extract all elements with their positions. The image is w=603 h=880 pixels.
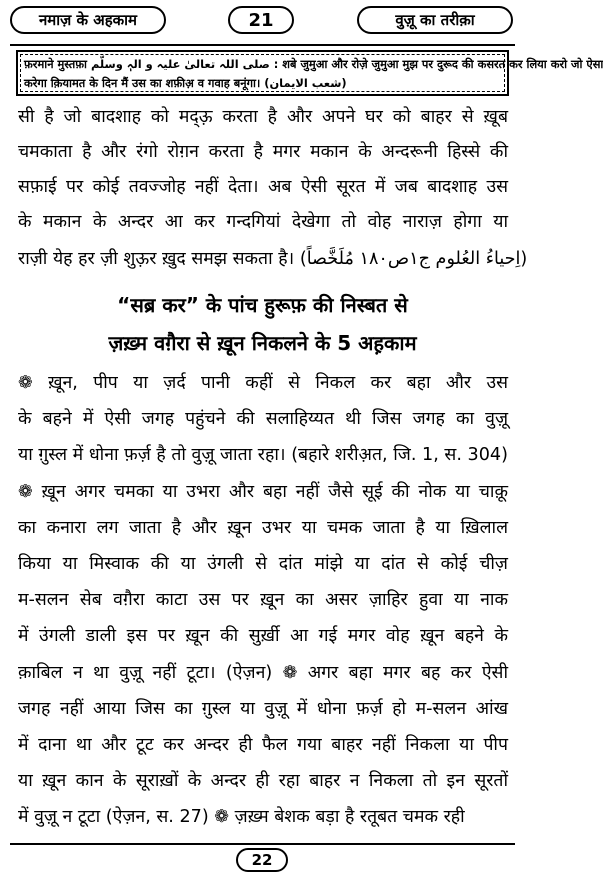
rule-line: का कनारा लग जाता है और ख़ून उभर या चमक जाता है या ख़िलाल [18, 518, 508, 538]
section-heading-line-2: ज़ख़्म वग़ैरा से ख़ून निकलने के 5 अह़काम [108, 331, 417, 355]
top-divider [10, 44, 515, 46]
rule-line: किया या मिस्वाक की या उंगली से दांत मांझे या दांत से कोई चीज़ [18, 554, 508, 574]
header-page-number: 21 [228, 6, 294, 34]
body-line: राज़ी येह हर ज़ी शुऊ़र ख़ुद समझ सकता है। (اِحیاءُ العُلوم ج۱ص۱۸۰ مُلَخَّصاً) [18, 249, 528, 269]
rule-line: ❁ ख़ून, पीप या ज़र्द पानी कहीं से निकल कर बहा और उस [18, 373, 508, 393]
rule-line: जगह नहीं आया जिस का ग़ुस्ल या वुज़ू में धोना फ़र्ज़ हो म-सलन आंख [18, 699, 508, 719]
rule-line: या ग़ुस्ल में धोना फ़र्ज़ है तो वुज़ू जाता रहा। (बहारे शरीअ़त, जि. 1, स. 304) [18, 445, 508, 465]
rule-line: ❁ ख़ून अगर चमका या उभरा और बहा नहीं जैसे सूई की नोक या चाक़ू [18, 482, 508, 502]
body-line: सी है जो बादशाह को मद्ऊ़ करता है और अपने घर को बाहर से ख़ूब [18, 107, 508, 127]
rule-line: के बहने में ऐसी जगह पहुंचने की सलाहिय्यत थी जिस जगह का वुज़ू [18, 409, 508, 429]
body-line: सफ़ाई पर कोई तवज्जोह नहीं देता। अब ऐसी सूरत में जब बादशाह उस [18, 177, 508, 197]
footer-page-number: 22 [236, 848, 288, 872]
header-left-title: नमाज़ के अहकाम [10, 6, 166, 34]
body-line: चमकाता है और रंगो रोग़न करता है मगर मकान के अन्दरूनी हिस्से की [18, 142, 508, 162]
header-right-title: वुज़ू का तरीक़ा [357, 6, 513, 34]
rule-line: में दाना था और टूट कर अन्दर ही फैल गया बाहर नहीं निकला या पीप [18, 735, 508, 755]
rule-line: में वुज़ू न टूटा (ऐज़न, स. 27) ❁ ज़ख़्म बेशक बड़ा है रतूबत चमक रही [18, 807, 465, 827]
rule-line: या ख़ून कान के सूराख़ों के अन्दर ही रहा बाहर न निकला तो इन सूरतों [18, 771, 508, 791]
rule-line: म-सलन सेब वग़ैरा काटा उस पर ख़ून का असर ज़ाहिर हुवा या नाक [18, 590, 508, 610]
bottom-divider [10, 843, 515, 845]
rule-line: में उंगली डाली इस पर ख़ून की सुर्ख़ी आ गई मगर वोह ख़ून बहने के [18, 626, 508, 646]
saying-box [16, 50, 603, 96]
saying-line-2: करेगा क़ियामत के दिन मैं उस का शफ़ीअ़ व गवाह बनूंगा। (شعب الایمان) [24, 76, 347, 90]
section-heading-line-1: “सब्र कर” के पांच हुरूफ़ की निस्बत से [117, 293, 408, 317]
saying-line-1: फ़रमाने मुस्तफ़ा صلی اللہ تعالیٰ علیہ و الہٖ وسلّم : शबे जुमुआ और रोज़े जुमुआ मुझ पर दुरूद की कसरत कर लिया करो जो ऐसा [24, 57, 603, 71]
rule-line: क़ाबिल न था वुज़ू नहीं टूटा। (ऐज़न) ❁ अगर बहा मगर बह कर ऐसी [18, 663, 508, 683]
body-line: के मकान के अन्दर आ कर गन्दगियां देखेगा तो वोह नाराज़ होगा या [18, 212, 508, 232]
